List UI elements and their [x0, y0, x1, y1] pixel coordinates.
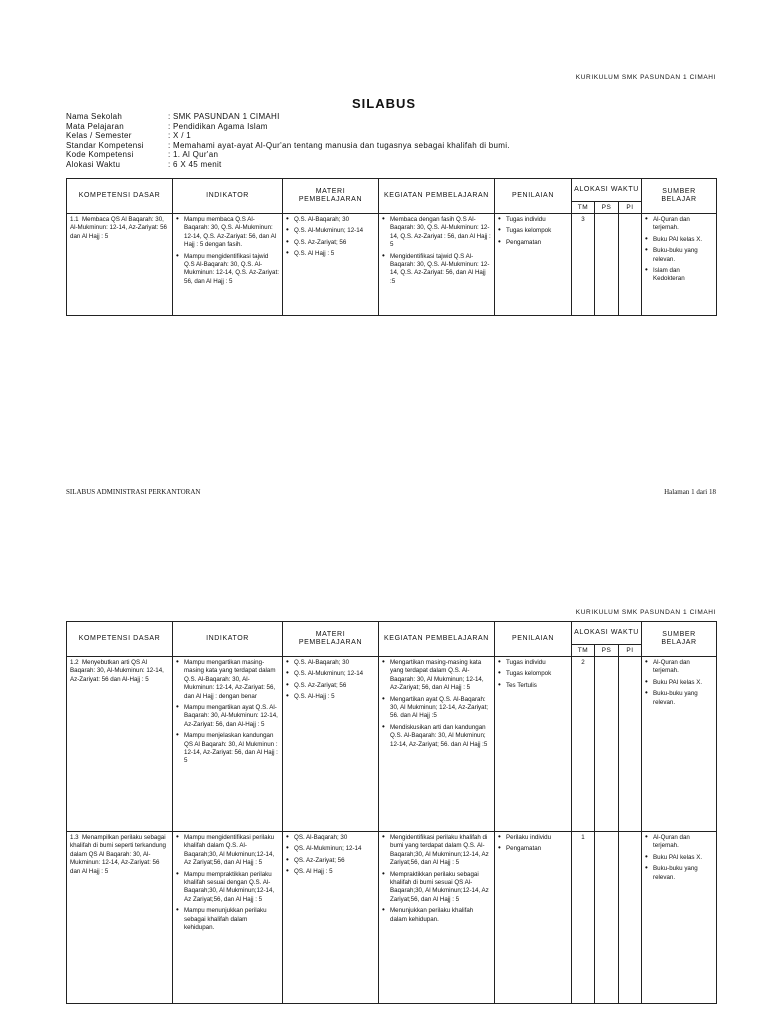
materi-cell: [283, 832, 379, 1004]
pi-cell: [619, 214, 642, 316]
materi-cell: [283, 214, 379, 316]
list-item: • QS. Al Hajj : 5: [286, 868, 375, 876]
identity-label: Standar Kompetensi: [66, 140, 144, 150]
header-ps: PS: [595, 645, 619, 657]
list-item: • Tugas kelompok: [498, 670, 568, 678]
ps-cell: [595, 657, 619, 832]
list-item: • Mampu menjelaskan kandungan QS Al Baqarah: 30, Al Mukminun : 12-14, Az-Zariyat: 56, dan Al Hajj : 5: [176, 732, 279, 766]
list-item: • Mendiskusikan arti dan kandungan Q.S. Al-Baqarah: 30, Al Mukminun; 12-14, Az-Zariyat; 56. dan Al Hajj :5: [382, 724, 491, 749]
list-item: • Q.S. Az-Zariyat; 56: [286, 239, 375, 247]
list-item: • Al-Quran dan terjemah.: [645, 659, 713, 676]
kd-cell: [67, 214, 173, 316]
list-item: • Buku PAI kelas X.: [645, 236, 713, 244]
header-penilaian: PENILAIAN: [495, 179, 572, 214]
list-item: • QS. Al-Baqarah; 30: [286, 834, 375, 842]
list-item: • Al-Quran dan terjemah.: [645, 216, 713, 233]
indikator-cell: [173, 214, 283, 316]
indikator-cell: [173, 657, 283, 832]
list-item: • Mampu menunjukkan perilaku sebagai khalifah dalam kehidupan.: [176, 907, 279, 932]
list-item: • Buku PAI kelas X.: [645, 679, 713, 687]
list-item: • Pengamatan: [498, 239, 568, 247]
identity-value: : Memahami ayat-ayat Al-Qur'an tentang manusia dan tugasnya sebagai khalifah di bumi.: [168, 140, 510, 150]
pi-cell: [619, 832, 642, 1004]
table-row: [67, 214, 717, 316]
list-item: • Membaca dengan fasih Q.S Al-Baqarah: 30, Q.S. Al-Mukminun: 12-14, Q.S. Az-Zariyat : 56, dan Al Hajj : 5: [382, 216, 491, 250]
table-row: [67, 832, 717, 1004]
sumber-cell: [642, 657, 717, 832]
tm-cell: 2: [572, 657, 595, 832]
header-indikator: INDIKATOR: [173, 179, 283, 214]
header-sumber-belajar: SUMBER BELAJAR: [642, 179, 717, 214]
list-item: • Menunjukkan perilaku khalifah dalam kehidupan.: [382, 907, 491, 924]
kd-number: 1.3: [70, 834, 79, 841]
syllabus-table-page1: [66, 178, 717, 316]
identity-value: : 1. Al Qur'an: [168, 150, 219, 159]
header-sumber-belajar: SUMBER BELAJAR: [642, 622, 717, 657]
header-ps: PS: [595, 202, 619, 214]
list-item: • Mampu mengidentifikasi tajwid Q.S Al-Baqarah: 30, Q.S. Al-Mukminun: 12-14, Q.S. Az-Zariyat: 56, dan Al Hajj : 5: [176, 253, 279, 287]
list-item: • Mampu mengartikan masing-masing kata yang terdapat dalam Q.S. Al-Baqarah: 30, Al-Mukminun: 12-14, Az-Zariyat: 56, dan Al Hajj : dengan benar: [176, 659, 279, 701]
sumber-cell: [642, 214, 717, 316]
kd-number: 1.1: [70, 216, 79, 223]
list-item: • QS. Az-Zariyat; 56: [286, 857, 375, 865]
penilaian-cell: [495, 832, 572, 1004]
list-item: • Mampu mengartikan ayat Q.S. Al-Baqarah: 30, Al-Mukminun: 12-14, Az-Zariyat: 56, dan Al-Hajj : 5: [176, 704, 279, 729]
header-indikator: INDIKATOR: [173, 622, 283, 657]
kd-number: 1.2: [70, 659, 79, 666]
header-kompetensi-dasar: KOMPETENSI DASAR: [67, 179, 173, 214]
list-item: • Mengartikan ayat Q.S. Al-Baqarah: 30, Al Mukminun; 12-14, Az-Zariyat; 56. dan Al Hajj :5: [382, 696, 491, 721]
sumber-cell: [642, 832, 717, 1004]
pi-cell: [619, 657, 642, 832]
footer-left: SILABUS ADMINISTRASI PERKANTORAN: [66, 488, 201, 496]
list-item: • Buku-buku yang relevan.: [645, 247, 713, 264]
identity-label: Mata Pelajaran: [66, 121, 125, 131]
list-item: • Buku-buku yang relevan.: [645, 690, 713, 707]
kegiatan-cell: [379, 832, 495, 1004]
kegiatan-cell: [379, 657, 495, 832]
list-item: • QS. Al-Mukminun; 12-14: [286, 845, 375, 853]
materi-cell: [283, 657, 379, 832]
header-materi: MATERI PEMBELAJARAN: [283, 622, 379, 657]
kd-text: Menampilkan perilaku sebagai khalifah di bumi seperti terkandung dalam QS Al Baqarah: 30, Al-Mukminun: 12-14, Az-Zariyat: 56 dan Al Hajj : 5: [70, 834, 166, 875]
list-item: • Tugas individu: [498, 659, 568, 667]
indikator-cell: [173, 832, 283, 1004]
kd-cell: [67, 832, 173, 1004]
list-item: • Mampu membaca Q.S Al-Baqarah: 30, Q.S. Al-Mukminun: 12-14, Q.S. Az-Zariyat: 56, dan Al Hajj : 5 dengan fasih.: [176, 216, 279, 250]
tm-cell: 3: [572, 214, 595, 316]
page-title: SILABUS: [351, 96, 417, 111]
list-item: • Tugas kelompok: [498, 227, 568, 235]
list-item: • Q.S. Az-Zariyat; 56: [286, 682, 375, 690]
penilaian-cell: [495, 214, 572, 316]
list-item: • Buku PAI kelas X.: [645, 854, 713, 862]
list-item: • Mempraktikkan perilaku sebagai khalifah di bumi sesuai QS Al-Baqarah;30, Al Mukminun;12-14, Az Zariyat;56, dan Al Hajj : 5: [382, 871, 491, 905]
list-item: • Mengidentifikasi tajwid Q.S Al-Baqarah: 30, Q.S. Al-Mukminun: 12-14, Q.S. Az-Zariyat: 56, dan Al Hajj :5: [382, 253, 491, 287]
list-item: • Mengidentifikasi perilaku khalifah di bumi yang terdapat dalam Q.S. Al-Baqarah;30, Al Mukminun;12-14, Az Zariyat;56, dan Al Hajj : 5: [382, 834, 491, 868]
list-item: • Al-Quran dan terjemah.: [645, 834, 713, 851]
kd-cell: [67, 657, 173, 832]
header-kegiatan: KEGIATAN PEMBELAJARAN: [379, 179, 495, 214]
identity-value: : SMK PASUNDAN 1 CIMAHI: [168, 112, 280, 121]
identity-label: Alokasi Waktu: [66, 159, 121, 169]
identity-value: : Pendidikan Agama Islam: [168, 121, 268, 131]
list-item: • Islam dan Kedokteran: [645, 267, 713, 284]
header-alokasi-waktu: ALOKASI WAKTU: [572, 622, 642, 645]
header-tm: TM: [572, 645, 595, 657]
list-item: • Tugas individu: [498, 216, 568, 224]
list-item: • Q.S. Al-Mukminun; 12-14: [286, 670, 375, 678]
list-item: • Buku-buku yang relevan.: [645, 865, 713, 882]
identity-label: Kelas / Semester: [66, 131, 132, 140]
list-item: • Q.S. Al-Hajj : 5: [286, 693, 375, 701]
list-item: • Perilaku individu: [498, 834, 568, 842]
penilaian-cell: [495, 657, 572, 832]
curriculum-header: KURIKULUM SMK PASUNDAN 1 CIMAHI: [575, 74, 716, 81]
kd-text: Membaca QS Al Baqarah: 30, Al-Mukminun: 12-14, Az-Zariyat: 56 dan Al Hajj : 5: [70, 216, 167, 240]
curriculum-header: KURIKULUM SMK PASUNDAN 1 CIMAHI: [575, 609, 716, 616]
header-tm: TM: [572, 202, 595, 214]
list-item: • Pengamatan: [498, 845, 568, 853]
header-penilaian: PENILAIAN: [495, 622, 572, 657]
kd-text: Menyebutkan arti QS Al Baqarah: 30, Al-Mukminun: 12-14, Az-Zariyat: 56 dan Al-Hajj : 5: [70, 659, 164, 683]
table-row: [67, 657, 717, 832]
header-pi: PI: [619, 202, 642, 214]
list-item: • Tes Tertulis: [498, 682, 568, 690]
header-kegiatan: KEGIATAN PEMBELAJARAN: [379, 622, 495, 657]
footer-page-number: Halaman 1 dari 18: [664, 488, 716, 496]
header-alokasi-waktu: ALOKASI WAKTU: [572, 179, 642, 202]
identity-label: Nama Sekolah: [66, 112, 123, 121]
list-item: • Mampu mengidentifikasi perilaku khalifah dalam Q.S. Al-Baqarah;30, Al Mukminun;12-14, Az Zariyat;56, dan Al Hajj : 5: [176, 834, 279, 868]
header-kompetensi-dasar: KOMPETENSI DASAR: [67, 622, 173, 657]
kegiatan-cell: [379, 214, 495, 316]
ps-cell: [595, 832, 619, 1004]
list-item: • Q.S. Al-Mukminun; 12-14: [286, 227, 375, 235]
list-item: • Mampu mempraktikkan perilaku khalifah sesuai dengan Q.S. Al-Baqarah;30, Al Mukminun;12-14, Az Zariyat;56, dan Al Hajj : 5: [176, 871, 279, 905]
ps-cell: [595, 214, 619, 316]
identity-value: : 6 X 45 menit: [168, 159, 222, 169]
tm-cell: 1: [572, 832, 595, 1004]
list-item: • Q.S. Al Hajj : 5: [286, 250, 375, 258]
syllabus-table-page2: [66, 621, 717, 1004]
header-materi: MATERI PEMBELAJARAN: [283, 179, 379, 214]
header-pi: PI: [619, 645, 642, 657]
identity-value: : X / 1: [168, 131, 191, 140]
list-item: • Mengartikan masing-masing kata yang terdapat dalam Q.S. Al-Baqarah: 30, Al Mukminun; 12-14, Az-Zariyat; 56, dan Al Hajj : 5: [382, 659, 491, 693]
list-item: • Q.S. Al-Baqarah; 30: [286, 659, 375, 667]
identity-block: [66, 112, 510, 169]
identity-label: Kode Kompetensi: [66, 150, 134, 159]
list-item: • Q.S. Al-Baqarah; 30: [286, 216, 375, 224]
